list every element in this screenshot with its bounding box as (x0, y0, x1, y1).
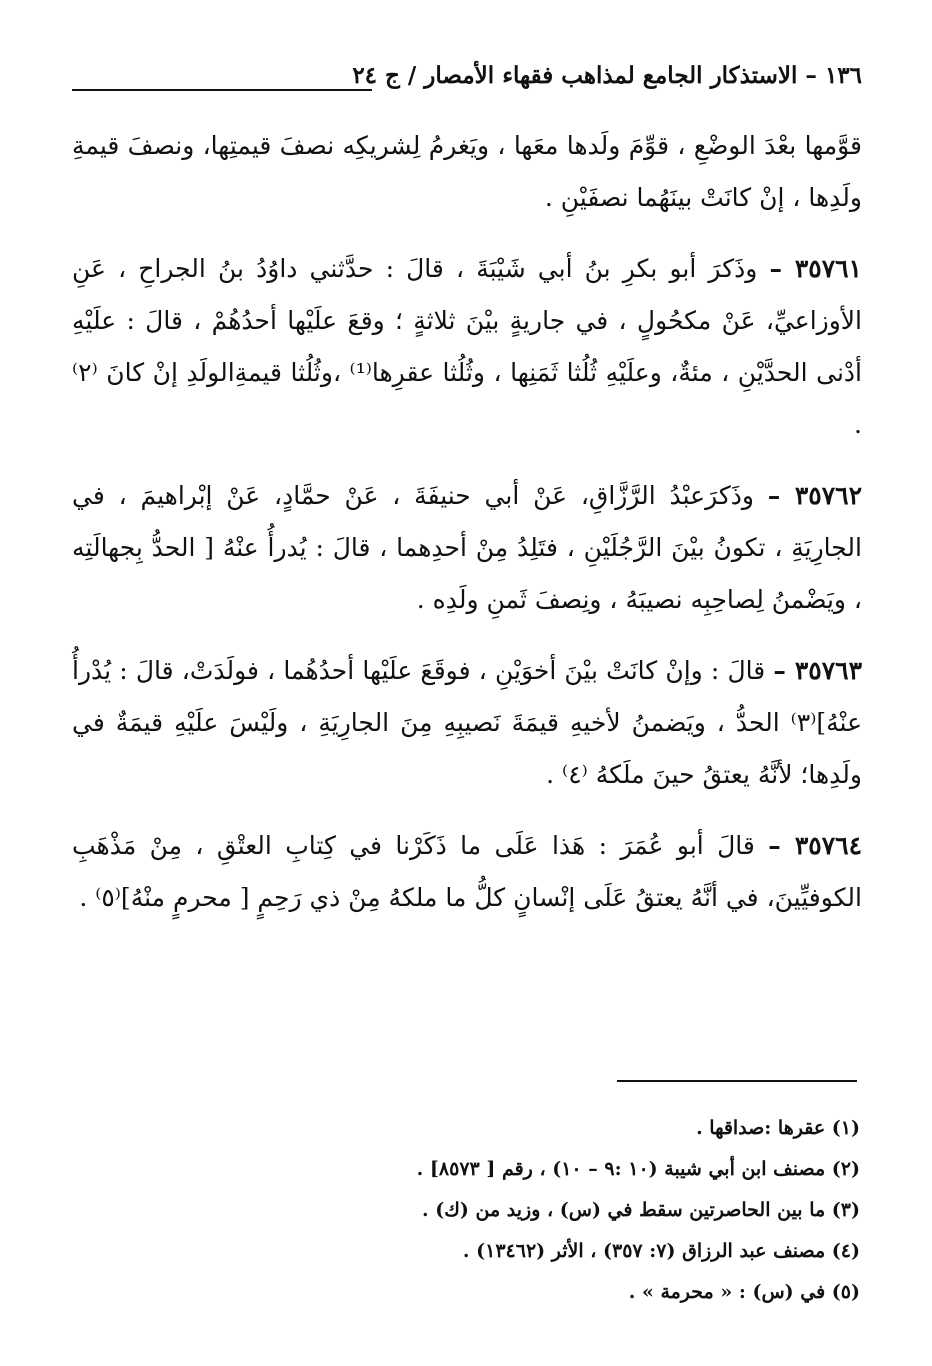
footnote: (١) عقرها :صداقها . (696, 1117, 860, 1139)
page-header (72, 56, 862, 100)
paragraph-number: ٣٥٧٦٤ – (768, 831, 862, 860)
paragraph-text: وذَكرَ أبو بكرِ بنُ أبي شَيْبَةَ ، قالَ : حدَّثني داوُدُ بنُ الجراحِ ، عَنِ الأوزاعيِّ، عَنْ مكحُولٍ ، في جاريةٍ بيْنَ ثلاثةٍ ؛ وقعَ علَيْها أحدُهُمْ ، قالَ : علَيْهِ أدْنى الحدَّيْنِ ، مئةٌ، وعلَيْهِ ثُلُثا ثَمَنِها ، وثُلُثا عقرِها⁽¹⁾ ،وثُلُثا قيمةِالولَدِ إنْ كانَ ⁽٢⁾ . (72, 254, 862, 439)
header-rule (72, 89, 372, 91)
footnote: (٢) مصنف ابن أبي شيبة (١٠ :٩ – ١٠) ، رقم [ ٨٥٧٣] . (416, 1158, 860, 1180)
paragraph (72, 470, 862, 626)
paragraph-number: ٣٥٧٦١ – (769, 254, 862, 283)
paragraph (72, 645, 862, 801)
footnote: (٥) في (س) : « محرمة » . (628, 1281, 860, 1303)
paragraph-text: قالَ أبو عُمَرَ : هَذا عَلَى ما ذَكَرْنا في كِتابِ العتْقِ ، مِنْ مَذْهَبِ الكوفيِّينَ، في أنَّهُ يعتقُ عَلَى إنْسانٍ كلُّ ما ملكهُ مِنْ ذي رَحِمٍ [ محرمٍ منْهُ]⁽٥⁾ . (72, 831, 862, 912)
paragraph-number: ٣٥٧٦٣ – (773, 656, 862, 685)
paragraph-text: قالَ : وإنْ كانَتْ بيْنَ أخوَيْنِ ، فوقَعَ علَيْها أحدُهُما ، فولَدَتْ، قالَ : يُدْرأُ عنْهُ]⁽٣⁾ الحدُّ ، ويَضمنُ لأخيهِ قيمَةَ نَصيبِهِ مِنَ الجارِيَةِ ، ولَيْسَ علَيْهِ قيمَةٌ في ولَدِها؛ لأنَّهُ يعتقُ حينَ ملَكهُ ⁽٤⁾ . (72, 656, 862, 789)
footnote-separator (617, 1080, 857, 1082)
footnotes (300, 1108, 860, 1313)
paragraph-text: وذَكرَعبْدُ الرَّزَّاقِ، عَنْ أبي حنيفَةَ ، عَنْ حمَّادٍ، عَنْ إبْراهيمَ ، في الجارِيَةِ ، تكونُ بيْنَ الرَّجُلَيْنِ ، فتَلِدُ مِنْ أحدِهما ، قالَ : يُدرأُ عنْهُ [ الحدُّ بِجهالَتِه ، ويَضْمنُ لِصاحِبِه نصيبَهُ ، ونِصفَ ثَمنِ ولَدِه . (72, 481, 862, 614)
paragraph (72, 820, 862, 924)
running-head: ١٣٦ – الاستذكار الجامع لمذاهب فقهاء الأمصار / ج ٢٤ (352, 62, 862, 89)
paragraph (72, 243, 862, 451)
paragraph-number: ٣٥٧٦٢ – (767, 481, 862, 510)
paragraph-text: قوَّمها بعْدَ الوضْعِ ، قوِّمَ ولَدها معَها ، ويَغرمُ لِشريكِه نصفَ قيمتِها، ونصفَ قيمةِ ولَدِها ، إنْ كانَتْ بينَهُما نصفَيْنِ . (72, 131, 862, 212)
paragraph (72, 120, 862, 224)
footnote: (٣) ما بين الحاصرتين سقط في (س) ، وزيد من (ك) . (422, 1199, 860, 1221)
footnote: (٤) مصنف عبد الرزاق (٧: ٣٥٧) ، الأثر (١٣٤٦٢) . (462, 1240, 860, 1262)
main-text (72, 120, 862, 943)
